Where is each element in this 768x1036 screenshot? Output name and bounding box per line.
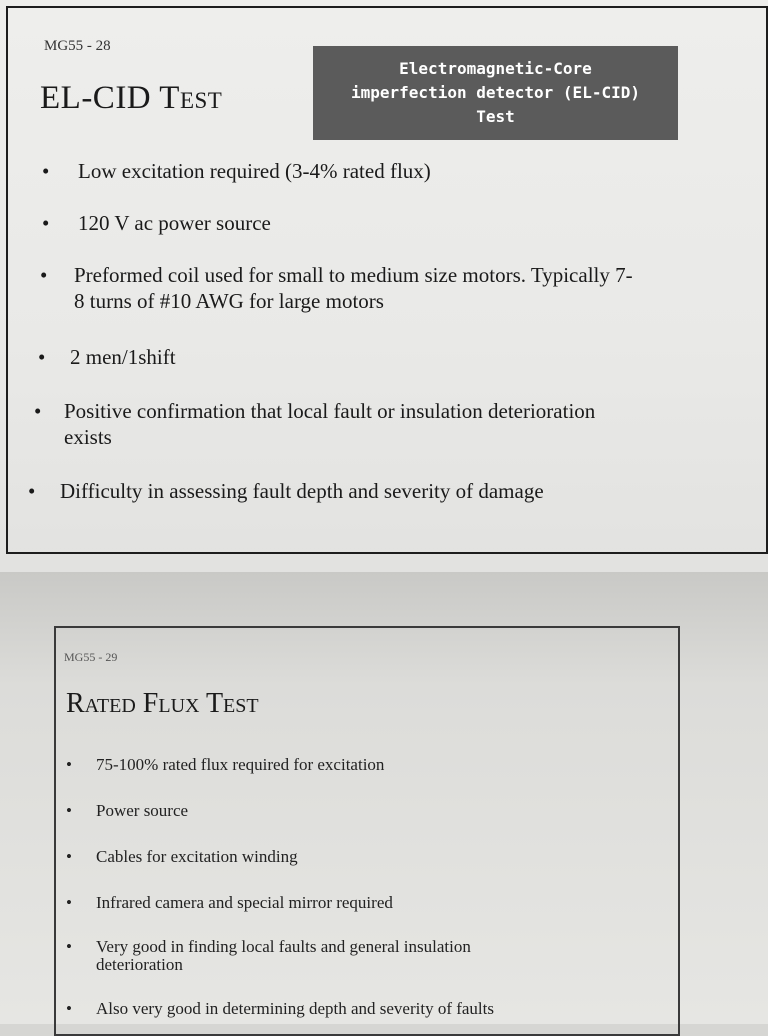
bullet-icon: • xyxy=(66,801,72,820)
bullet-icon: • xyxy=(42,211,50,235)
list-item: • 2 men/1shift xyxy=(38,345,176,369)
slide-number-tag: MG55 - 28 xyxy=(44,38,111,54)
bullet-icon: • xyxy=(42,159,50,183)
bullet-icon: • xyxy=(66,999,72,1018)
bullet-list xyxy=(66,756,666,1018)
slide-title: EL-CID Test xyxy=(40,80,223,116)
list-item: • Low excitation required (3-4% rated flux) xyxy=(42,159,431,183)
slide-number-tag: MG55 - 29 xyxy=(64,650,118,664)
list-item: • Also very good in determining depth and severity of faults xyxy=(66,999,494,1018)
bullet-icon: • xyxy=(66,847,72,866)
list-item: • Power source xyxy=(66,801,189,820)
bullet-icon: • xyxy=(28,479,36,503)
slide-title: Rated Flux Test xyxy=(66,688,259,719)
bullet-icon: • xyxy=(40,263,48,287)
list-item: • Infrared camera and special mirror required xyxy=(66,893,393,912)
bullet-icon: • xyxy=(66,893,72,912)
list-item: • Positive confirmation that local fault or insulation deterioration exists xyxy=(34,399,596,449)
list-item: • Cables for excitation winding xyxy=(66,847,298,866)
photo-bottom-page xyxy=(0,572,768,1024)
bullet-icon: • xyxy=(34,399,42,423)
list-item: • 120 V ac power source xyxy=(42,211,271,235)
list-item: • 75-100% rated flux required for excitation xyxy=(66,755,385,774)
list-item: • Preformed coil used for small to medium size motors. Typically 7- 8 turns of #10 AWG for large motors xyxy=(40,263,633,313)
bullet-icon: • xyxy=(66,937,72,956)
caption-overlay: Electromagnetic-Core imperfection detector (EL-CID) Test xyxy=(313,46,678,140)
list-item: • Difficulty in assessing fault depth and severity of damage xyxy=(28,479,544,503)
bullet-icon: • xyxy=(66,755,72,774)
slide-rated-flux xyxy=(54,626,680,1036)
bullet-icon: • xyxy=(38,345,46,369)
list-item: • Very good in finding local faults and general insulation deterioration xyxy=(66,937,471,974)
